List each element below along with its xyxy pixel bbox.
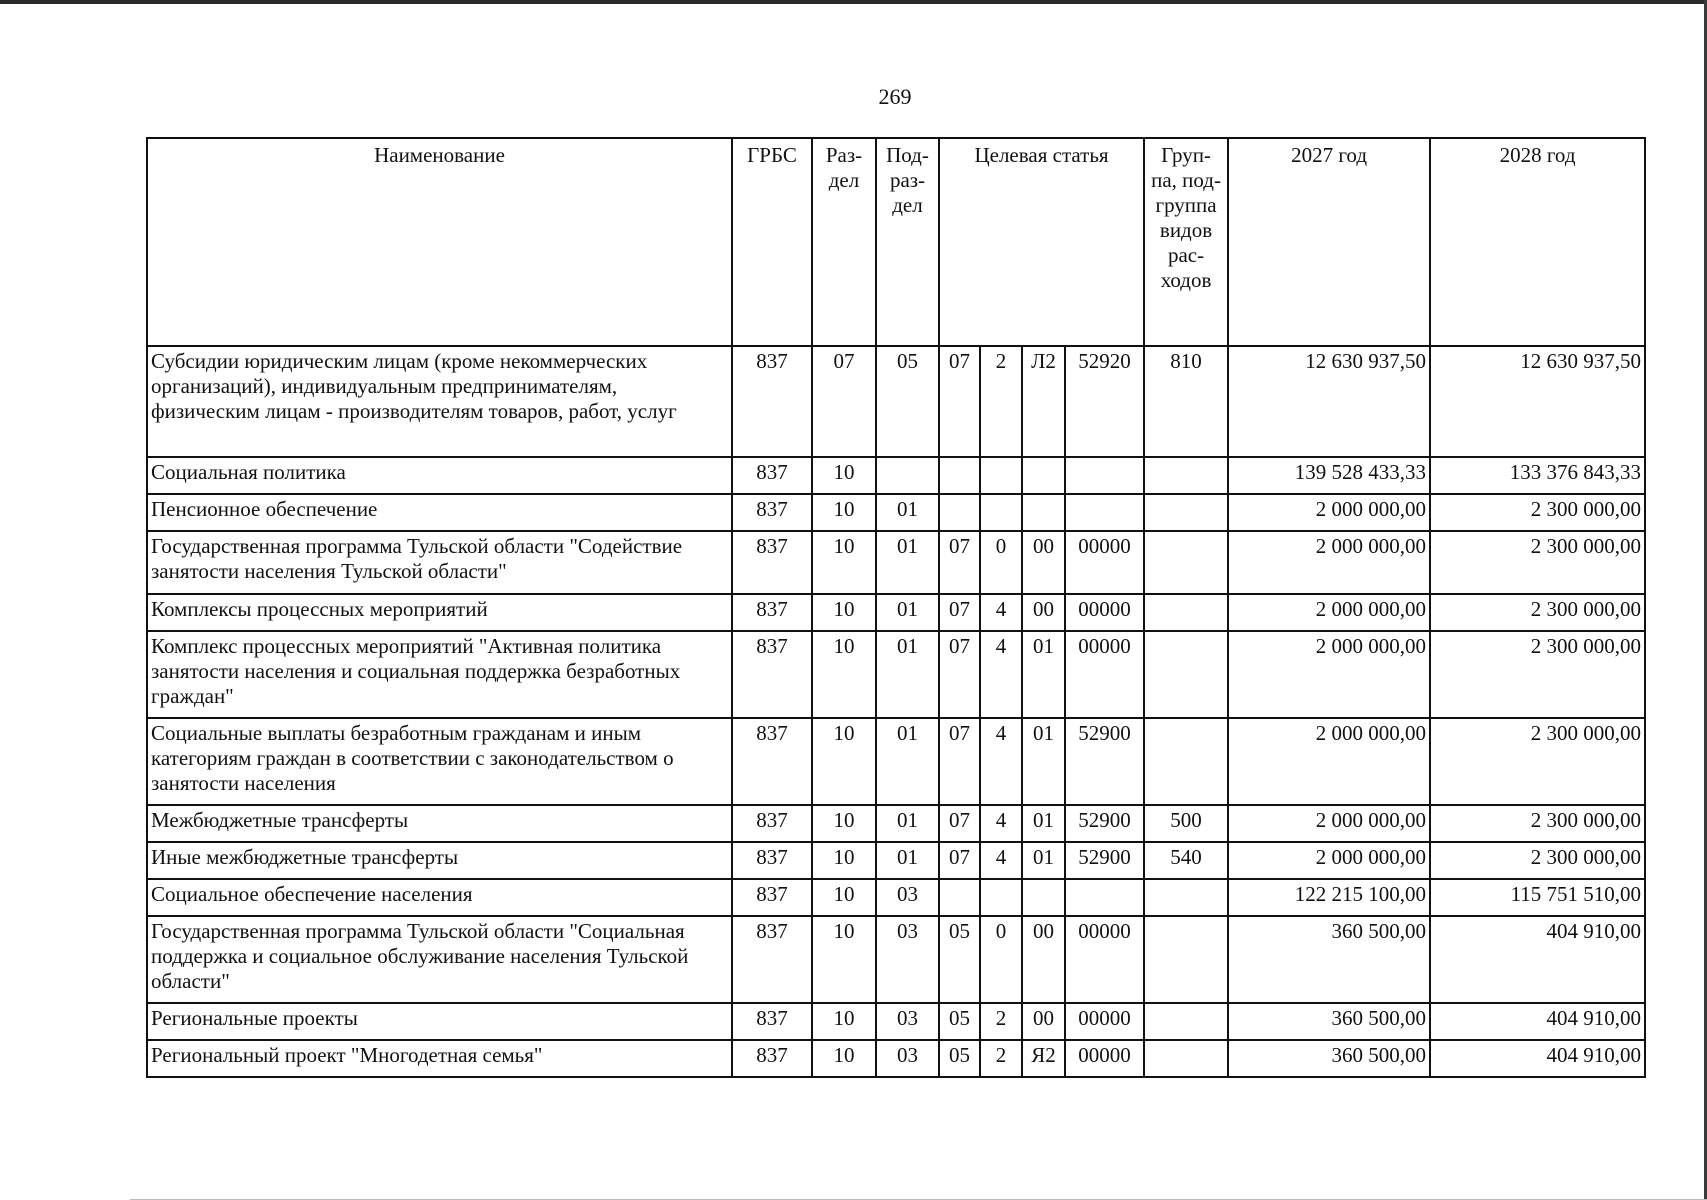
cell-grbs: 837 (732, 346, 812, 457)
cell-t1: 07 (939, 805, 980, 842)
cell-razdel: 10 (812, 457, 876, 494)
cell-group (1144, 1003, 1228, 1040)
cell-y2028: 2 300 000,00 (1430, 718, 1645, 805)
cell-group (1144, 494, 1228, 531)
cell-y2028: 404 910,00 (1430, 1040, 1645, 1077)
cell-t3: 01 (1022, 805, 1065, 842)
cell-name: Социальная политика (147, 457, 732, 494)
cell-t2: 4 (980, 594, 1022, 631)
table-body (147, 346, 1645, 1077)
cell-y2027: 2 000 000,00 (1228, 718, 1430, 805)
table-row (147, 805, 1645, 842)
cell-razdel: 10 (812, 805, 876, 842)
cell-razdel: 10 (812, 531, 876, 594)
cell-t2: 0 (980, 531, 1022, 594)
cell-t4: 52920 (1065, 346, 1144, 457)
cell-t3: 01 (1022, 718, 1065, 805)
cell-t2 (980, 879, 1022, 916)
cell-y2028: 2 300 000,00 (1430, 531, 1645, 594)
cell-podrazdel: 01 (876, 842, 939, 879)
cell-y2027: 2 000 000,00 (1228, 842, 1430, 879)
cell-t1: 07 (939, 631, 980, 718)
cell-t2: 4 (980, 842, 1022, 879)
cell-y2027: 360 500,00 (1228, 1040, 1430, 1077)
cell-t3: Я2 (1022, 1040, 1065, 1077)
cell-group (1144, 1040, 1228, 1077)
cell-y2027: 2 000 000,00 (1228, 805, 1430, 842)
cell-group (1144, 879, 1228, 916)
cell-y2028: 2 300 000,00 (1430, 631, 1645, 718)
cell-grbs: 837 (732, 1040, 812, 1077)
cell-t3: Л2 (1022, 346, 1065, 457)
header-podrazdel: Под- раз- дел (876, 138, 939, 346)
table-row (147, 1003, 1645, 1040)
cell-razdel: 10 (812, 916, 876, 1003)
cell-t3: 01 (1022, 631, 1065, 718)
cell-grbs: 837 (732, 805, 812, 842)
table-row (147, 842, 1645, 879)
cell-razdel: 10 (812, 1040, 876, 1077)
cell-t1: 05 (939, 1003, 980, 1040)
table-row (147, 718, 1645, 805)
cell-y2028: 12 630 937,50 (1430, 346, 1645, 457)
cell-razdel: 10 (812, 842, 876, 879)
cell-t2: 4 (980, 718, 1022, 805)
cell-podrazdel: 01 (876, 594, 939, 631)
cell-t1: 07 (939, 842, 980, 879)
cell-t2: 0 (980, 916, 1022, 1003)
cell-podrazdel: 03 (876, 879, 939, 916)
cell-t3: 00 (1022, 531, 1065, 594)
cell-grbs: 837 (732, 631, 812, 718)
cell-t1: 07 (939, 594, 980, 631)
cell-podrazdel: 01 (876, 631, 939, 718)
cell-t3 (1022, 457, 1065, 494)
cell-name: Пенсионное обеспечение (147, 494, 732, 531)
cell-name: Иные межбюджетные трансферты (147, 842, 732, 879)
cell-group (1144, 531, 1228, 594)
cell-t3 (1022, 494, 1065, 531)
cell-group (1144, 594, 1228, 631)
cell-y2028: 2 300 000,00 (1430, 594, 1645, 631)
header-expense-group: Груп- па, под- группа видов рас- ходов (1144, 138, 1228, 346)
cell-t4: 52900 (1065, 805, 1144, 842)
cell-y2027: 360 500,00 (1228, 916, 1430, 1003)
cell-y2028: 115 751 510,00 (1430, 879, 1645, 916)
cell-razdel: 10 (812, 718, 876, 805)
cell-y2027: 139 528 433,33 (1228, 457, 1430, 494)
cell-razdel: 10 (812, 631, 876, 718)
cell-grbs: 837 (732, 1003, 812, 1040)
cell-razdel: 10 (812, 594, 876, 631)
cell-y2027: 2 000 000,00 (1228, 531, 1430, 594)
cell-t4 (1065, 457, 1144, 494)
cell-y2027: 2 000 000,00 (1228, 594, 1430, 631)
cell-name: Социальное обеспечение населения (147, 879, 732, 916)
table-row (147, 879, 1645, 916)
cell-name: Субсидии юридическим лицам (кроме некоммерческих организаций), индивидуальным предпринимателям, физическим лицам - производителям товаров, работ, услуг (147, 346, 732, 457)
cell-grbs: 837 (732, 494, 812, 531)
cell-y2027: 2 000 000,00 (1228, 494, 1430, 531)
scan-edge-top (0, 0, 1707, 4)
cell-grbs: 837 (732, 842, 812, 879)
cell-podrazdel: 01 (876, 805, 939, 842)
cell-podrazdel: 03 (876, 1003, 939, 1040)
header-name: Наименование (147, 138, 732, 346)
cell-t4: 00000 (1065, 531, 1144, 594)
cell-t1 (939, 457, 980, 494)
table-row (147, 1040, 1645, 1077)
cell-podrazdel (876, 457, 939, 494)
cell-razdel: 07 (812, 346, 876, 457)
cell-t2: 2 (980, 1040, 1022, 1077)
cell-y2028: 133 376 843,33 (1430, 457, 1645, 494)
header-2028: 2028 год (1430, 138, 1645, 346)
cell-grbs: 837 (732, 718, 812, 805)
cell-t1: 05 (939, 916, 980, 1003)
cell-y2027: 2 000 000,00 (1228, 631, 1430, 718)
table-row (147, 916, 1645, 1003)
cell-t2: 4 (980, 805, 1022, 842)
cell-group: 500 (1144, 805, 1228, 842)
cell-podrazdel: 01 (876, 718, 939, 805)
cell-t4: 00000 (1065, 631, 1144, 718)
cell-t2 (980, 494, 1022, 531)
cell-t1: 07 (939, 531, 980, 594)
cell-name: Государственная программа Тульской области "Социальная поддержка и социальное обслуживание населения Тульской области" (147, 916, 732, 1003)
table-row (147, 631, 1645, 718)
cell-podrazdel: 01 (876, 494, 939, 531)
cell-t4: 52900 (1065, 718, 1144, 805)
header-razdel: Раз- дел (812, 138, 876, 346)
cell-group (1144, 457, 1228, 494)
cell-group (1144, 916, 1228, 1003)
cell-razdel: 10 (812, 1003, 876, 1040)
table-row (147, 346, 1645, 457)
cell-podrazdel: 03 (876, 916, 939, 1003)
table-header-row (147, 138, 1645, 346)
cell-grbs: 837 (732, 916, 812, 1003)
cell-t3: 00 (1022, 916, 1065, 1003)
table-row (147, 457, 1645, 494)
cell-t2: 4 (980, 631, 1022, 718)
cell-group (1144, 631, 1228, 718)
cell-t2: 2 (980, 1003, 1022, 1040)
cell-group (1144, 718, 1228, 805)
budget-table (146, 137, 1646, 1078)
cell-t1: 07 (939, 346, 980, 457)
cell-y2027: 12 630 937,50 (1228, 346, 1430, 457)
cell-y2028: 404 910,00 (1430, 1003, 1645, 1040)
cell-t4: 00000 (1065, 1003, 1144, 1040)
page-number: 269 (878, 84, 912, 109)
cell-name: Региональные проекты (147, 1003, 732, 1040)
cell-t4: 00000 (1065, 1040, 1144, 1077)
cell-t1 (939, 494, 980, 531)
cell-name: Комплекс процессных мероприятий "Активная политика занятости населения и социальная поддержка безработных граждан" (147, 631, 732, 718)
cell-t3: 00 (1022, 594, 1065, 631)
table-row (147, 494, 1645, 531)
cell-t3: 00 (1022, 1003, 1065, 1040)
cell-name: Комплексы процессных мероприятий (147, 594, 732, 631)
cell-razdel: 10 (812, 494, 876, 531)
cell-y2028: 2 300 000,00 (1430, 805, 1645, 842)
cell-name: Государственная программа Тульской области "Содействие занятости населения Тульской области" (147, 531, 732, 594)
cell-t3 (1022, 879, 1065, 916)
cell-t2 (980, 457, 1022, 494)
header-grbs: ГРБС (732, 138, 812, 346)
cell-t3: 01 (1022, 842, 1065, 879)
cell-name: Региональный проект "Многодетная семья" (147, 1040, 732, 1077)
cell-t4: 00000 (1065, 594, 1144, 631)
cell-y2028: 404 910,00 (1430, 916, 1645, 1003)
header-2027: 2027 год (1228, 138, 1430, 346)
cell-y2027: 122 215 100,00 (1228, 879, 1430, 916)
table-row (147, 594, 1645, 631)
cell-t4: 52900 (1065, 842, 1144, 879)
cell-t1: 07 (939, 718, 980, 805)
cell-podrazdel: 05 (876, 346, 939, 457)
cell-grbs: 837 (732, 531, 812, 594)
cell-razdel: 10 (812, 879, 876, 916)
cell-grbs: 837 (732, 594, 812, 631)
cell-y2027: 360 500,00 (1228, 1003, 1430, 1040)
cell-t4: 00000 (1065, 916, 1144, 1003)
cell-t4 (1065, 879, 1144, 916)
cell-y2028: 2 300 000,00 (1430, 494, 1645, 531)
cell-grbs: 837 (732, 457, 812, 494)
cell-group: 540 (1144, 842, 1228, 879)
cell-grbs: 837 (732, 879, 812, 916)
cell-name: Социальные выплаты безработным гражданам и иным категориям граждан в соответствии с законодательством о занятости населения (147, 718, 732, 805)
cell-group: 810 (1144, 346, 1228, 457)
cell-t2: 2 (980, 346, 1022, 457)
header-target-article: Целевая статья (939, 138, 1144, 346)
cell-t1 (939, 879, 980, 916)
cell-t1: 05 (939, 1040, 980, 1077)
cell-podrazdel: 01 (876, 531, 939, 594)
cell-name: Межбюджетные трансферты (147, 805, 732, 842)
table-row (147, 531, 1645, 594)
cell-t4 (1065, 494, 1144, 531)
cell-y2028: 2 300 000,00 (1430, 842, 1645, 879)
cell-podrazdel: 03 (876, 1040, 939, 1077)
